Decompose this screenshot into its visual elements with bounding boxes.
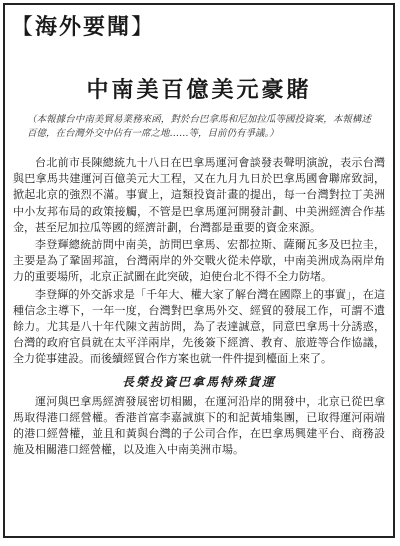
body-paragraph: 李登輝的外交訴求是「千年大、權大家了解台灣在國際上的事實」，在這種信念主導下，一年一度，台灣對巴拿馬外交、經貿的發展工作，可謂不遺餘力。尤其是八十年代陳文茜訪問，為了表達誠意，同意巴拿馬十分誘惑，台灣的政府官員就在太平洋兩岸，先後簽下經濟、教育、旅遊等合作協議，全力從事建設。而後續經貿合作方案也就一件件提到檯面上來了。 [13, 287, 385, 366]
section-subhead: 長榮投資巴拿馬特殊貨運 [121, 374, 276, 389]
column-title [11, 10, 155, 41]
bracket-close: 】 [131, 15, 156, 40]
body-paragraph: 李登輝總統訪問中南美，訪問巴拿馬、宏都拉斯、薩爾瓦多及巴拉圭，主要是為了鞏固邦誼，台灣兩岸的外交戰火從未停歇，中南美洲成為兩岸角力的重要場所，北京正試圖在此突破，迫使台北不得不全力防堵。 [13, 238, 385, 284]
body-paragraph: 運河與巴拿馬經濟發展密切相關，在運河沿岸的開發中，北京已從巴拿馬取得港口經營權。香港首富李嘉誠旗下的和記黃埔集團，已取得運河兩端的港口經營權，並且和黃與台灣的子公司合作，在巴拿馬興建平台、商務設施及相關港口經營權，以及進入中南美洲市場。 [13, 394, 385, 457]
article-body [13, 155, 385, 460]
lead-paragraph: （本報據台中南美貿易業務來函，對於台巴拿馬和尼加拉瓜等國投資案，本報構述百億，在台灣外交中佔有一席之地……等，目前仍有爭議。） [27, 114, 371, 139]
bracket-open: 【 [11, 15, 36, 40]
column-title-text: 海外要聞 [35, 14, 132, 40]
headline: 中南美百億美元豪賭 [86, 77, 312, 103]
newspaper-clipping [3, 3, 395, 538]
body-paragraph: 台北前市長陳總統九十八日在巴拿馬運河會談發表聲明演說，表示台灣與巴拿馬共建運河百億美元大工程，又在九月九日於巴拿馬國會聯席致詞，掀起北京的強烈不滿。事實上，這類投資計畫的提出，每一台灣對拉丁美洲中小友邦布局的政策接觸，不管是巴拿馬運河開發計劃、中美洲經濟合作基金，甚至尼加拉瓜等國的經濟計劃，台灣都是重要的資金來源。 [13, 156, 385, 234]
